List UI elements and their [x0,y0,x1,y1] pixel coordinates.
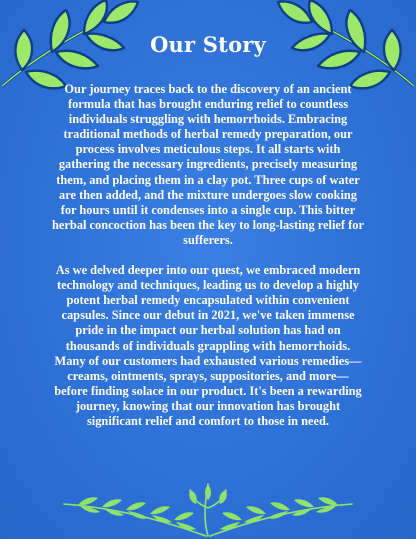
story-paragraph-1: Our journey traces back to the discovery of an ancient formula that has brought enduring relief to countless individuals struggling with hemorrhoids. Embracing traditional methods of herbal remedy preparation, our process involves meticulous steps. It all starts with gathering the necessary ingredients, precisely measuring them, and placing them in a clay pot. Three cups of water are then added, and the mixture undergoes slow cooking for hours until it condenses into a single cup. This bitter herbal concoction has been the key to long-lasting relief for sufferers. [52,82,364,247]
laurel-wreath-icon [58,478,358,539]
story-text [52,82,364,444]
page-title: Our Story [150,32,266,57]
story-paragraph-2: As we delved deeper into our quest, we embraced modern technology and techniques, leading us to develop a highly potent herbal remedy encapsulated within convenient capsules. Since our debut in 2021, we've taken immense pride in the impact our herbal solution has had on thousands of individuals grappling with hemorrhoids. Many of our customers had exhausted various remedies—creams, ointments, sprays, suppositories, and more—before finding solace in our product. It's been a rewarding journey, knowing that our innovation has brought significant relief and comfort to those in need. [54,263,362,428]
